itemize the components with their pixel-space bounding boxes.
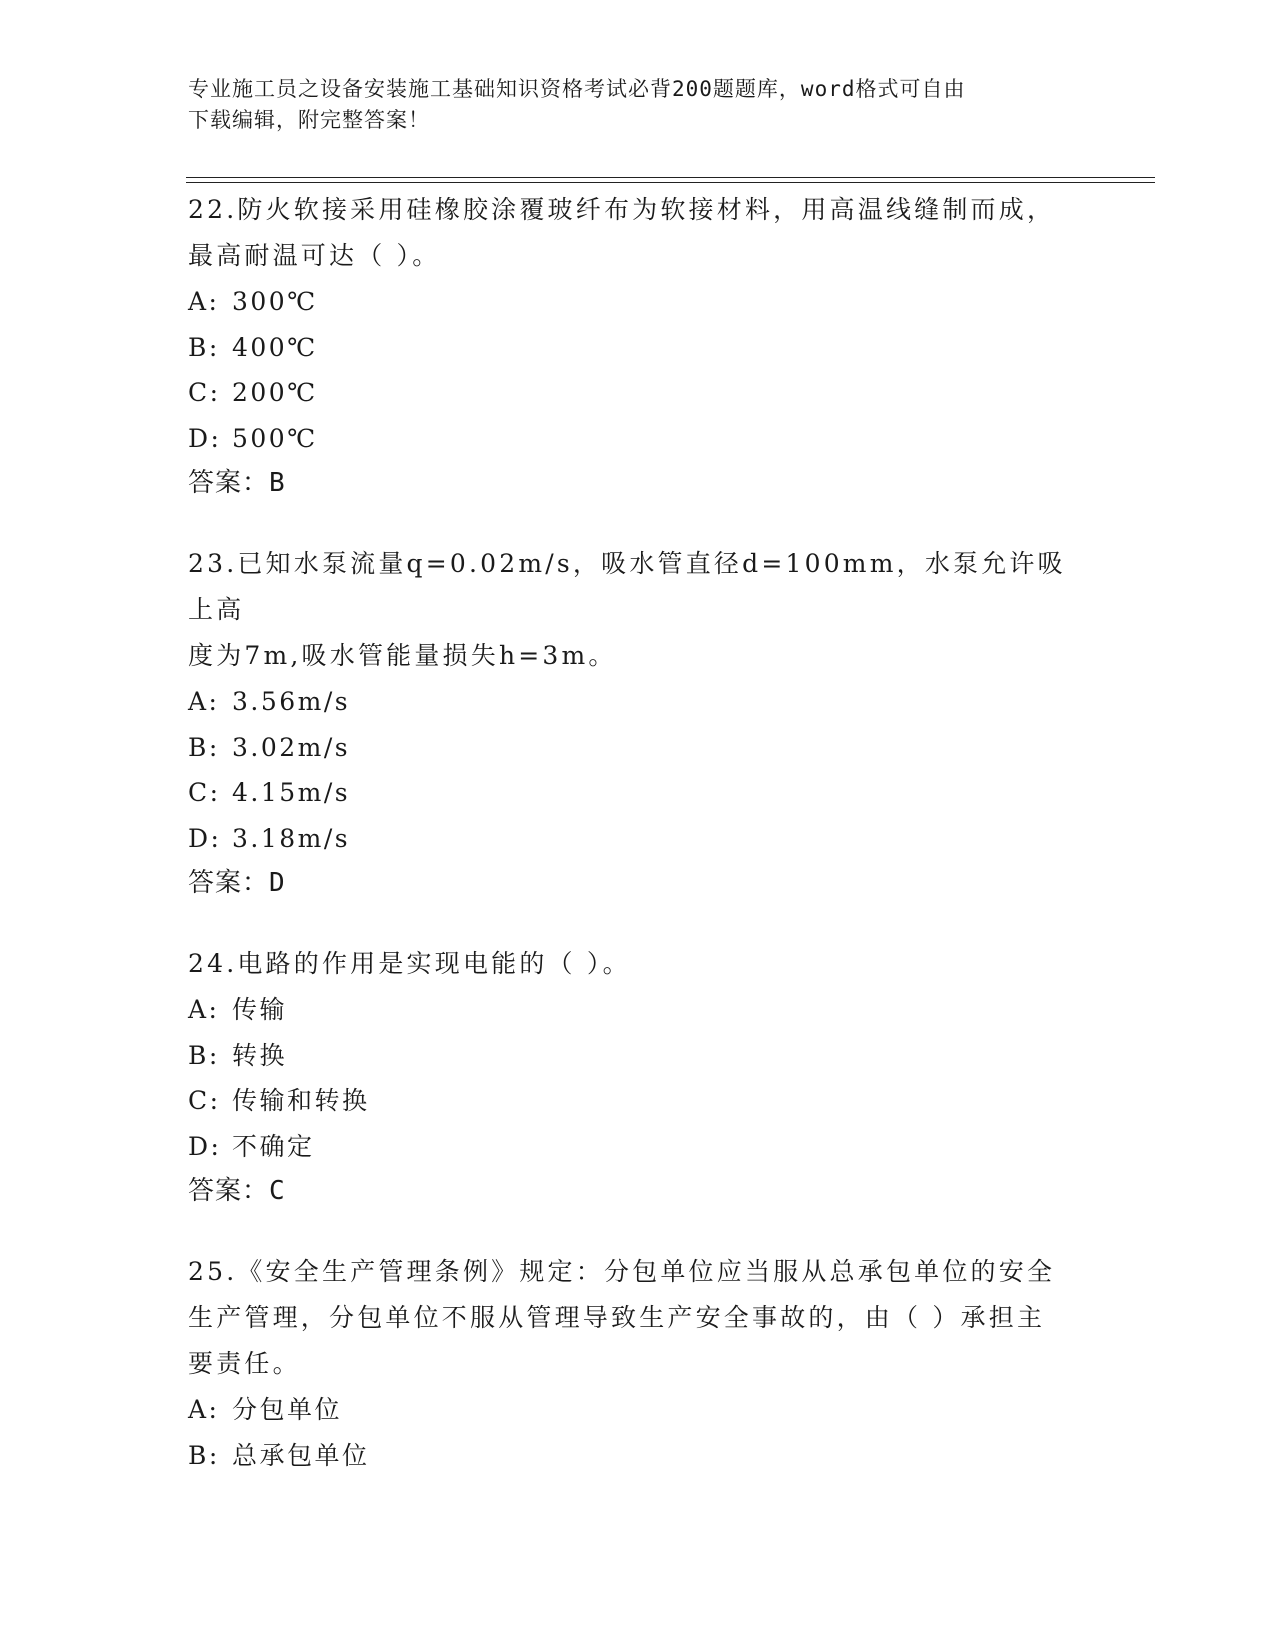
option-b bbox=[188, 1433, 1088, 1479]
answer-line: 答案：C bbox=[188, 1176, 286, 1206]
option-text: 转换 bbox=[232, 1040, 288, 1070]
option-a bbox=[188, 987, 1088, 1033]
option-key: C: bbox=[188, 378, 221, 407]
question-25 bbox=[188, 1249, 1088, 1478]
stem-line: 生产管理，分包单位不服从管理导致生产安全事故的，由（ ）承担主 bbox=[188, 1303, 1046, 1332]
header-line-1: 专业施工员之设备安装施工基础知识资格考试必背200题题库，word格式可自由 bbox=[188, 77, 966, 101]
option-text: 总承包单位 bbox=[232, 1440, 370, 1470]
stem-line: 度为7m,吸水管能量损失h=3m。 bbox=[188, 641, 617, 670]
answer-line: 答案：D bbox=[188, 868, 286, 898]
option-d bbox=[188, 816, 1088, 862]
option-text: 传输 bbox=[232, 995, 288, 1024]
option-key: C: bbox=[188, 778, 221, 807]
question-list bbox=[188, 187, 1088, 1513]
option-key: B: bbox=[188, 732, 220, 762]
option-key: A: bbox=[188, 687, 220, 716]
option-key: B: bbox=[188, 332, 220, 362]
document-header bbox=[188, 74, 1068, 136]
option-d bbox=[188, 1124, 1088, 1170]
question-stem bbox=[188, 1249, 1068, 1387]
option-key: D: bbox=[188, 1131, 222, 1161]
stem-line: 最高耐温可达（ ）。 bbox=[188, 241, 441, 270]
stem-line: 24.电路的作用是实现电能的（ ）。 bbox=[188, 949, 631, 978]
option-key: D: bbox=[188, 823, 222, 853]
option-key: A: bbox=[188, 995, 220, 1024]
option-text: 3.02m/s bbox=[232, 732, 351, 762]
question-stem bbox=[188, 541, 1068, 679]
header-divider-bottom bbox=[186, 182, 1155, 183]
option-b bbox=[188, 1033, 1088, 1079]
stem-line: 22.防火软接采用硅橡胶涂覆玻纤布为软接材料，用高温线缝制而成， bbox=[188, 195, 1056, 224]
question-23 bbox=[188, 541, 1088, 906]
option-text: 3.56m/s bbox=[232, 687, 351, 716]
option-text: 300℃ bbox=[232, 287, 318, 316]
header-line-2: 下载编辑，附完整答案！ bbox=[188, 108, 430, 132]
question-stem bbox=[188, 187, 1068, 279]
option-text: 3.18m/s bbox=[232, 823, 351, 853]
stem-line: 25.《安全生产管理条例》规定：分包单位应当服从总承包单位的安全 bbox=[188, 1257, 1056, 1286]
option-key: B: bbox=[188, 1440, 220, 1470]
option-text: 400℃ bbox=[232, 332, 318, 362]
option-c bbox=[188, 370, 1088, 416]
question-22 bbox=[188, 187, 1088, 506]
option-text: 不确定 bbox=[232, 1131, 315, 1161]
option-a bbox=[188, 679, 1088, 725]
option-text: 200℃ bbox=[232, 378, 318, 407]
option-key: D: bbox=[188, 423, 222, 453]
option-text: 4.15m/s bbox=[232, 778, 351, 807]
question-24 bbox=[188, 941, 1088, 1214]
option-a bbox=[188, 279, 1088, 325]
option-d bbox=[188, 416, 1088, 462]
stem-line: 要责任。 bbox=[188, 1349, 301, 1378]
option-key: A: bbox=[188, 1395, 220, 1424]
stem-line: 23.已知水泵流量q=0.02m/s，吸水管直径d=100mm，水泵允许吸上高 bbox=[188, 549, 1066, 624]
header-divider-top bbox=[186, 177, 1155, 178]
answer-line: 答案：B bbox=[188, 468, 286, 498]
option-b bbox=[188, 325, 1088, 371]
option-c bbox=[188, 770, 1088, 816]
option-key: B: bbox=[188, 1040, 220, 1070]
option-c bbox=[188, 1078, 1088, 1124]
option-text: 分包单位 bbox=[232, 1395, 343, 1424]
question-stem bbox=[188, 941, 1068, 987]
option-text: 传输和转换 bbox=[232, 1086, 370, 1115]
option-key: A: bbox=[188, 287, 220, 316]
option-b bbox=[188, 725, 1088, 771]
option-key: C: bbox=[188, 1086, 221, 1115]
option-text: 500℃ bbox=[232, 423, 318, 453]
option-a bbox=[188, 1387, 1088, 1433]
